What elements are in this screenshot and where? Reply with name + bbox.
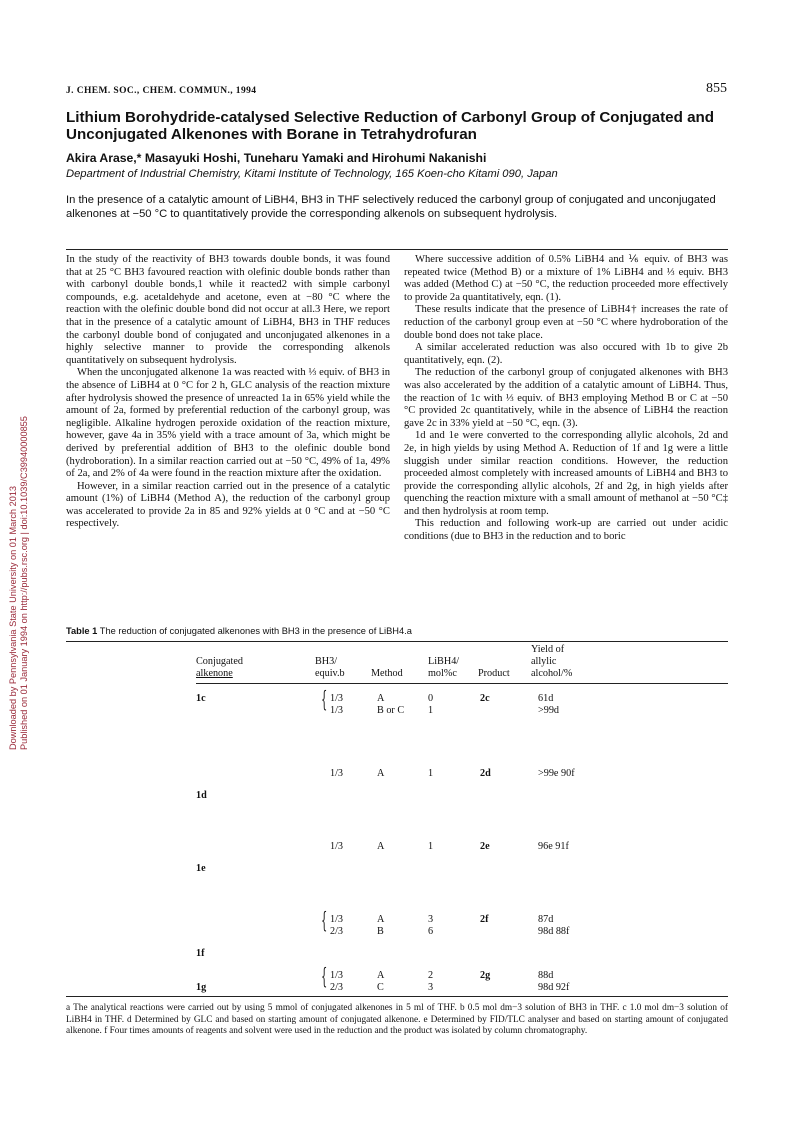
running-head: J. CHEM. SOC., CHEM. COMMUN., 1994: [66, 86, 257, 96]
article-abstract: In the presence of a catalytic amount of LiBH4, BH3 in THF selectively reduced the carbonyl group of conjugated and unconjugated alkenones at −50 °C to quantitatively provide the corresponding alkenols on subsequent hydrolysis.: [66, 194, 716, 220]
body-column-right: [404, 254, 728, 544]
table-cell-bh3: 2/3: [330, 982, 344, 993]
paragraph: Where successive addition of 0.5% LiBH4 and ⅙ equiv. of BH3 was repeated twice (Method B) or a mixture of 1% LiBH4 and ⅓ equiv. BH3 was added (Method C) at −50 °C, the reduction proceeded more effectively to provide 2a quantitatively, eqn. (1).: [404, 254, 728, 303]
table-cell-bh3: 1/3: [330, 970, 344, 981]
paragraph: 1d and 1e were converted to the corresponding allylic alcohols, 2d and 2e, in high yields by using Method A. Reduction of 1f and 1g were a little sluggish under similar reaction conditions. However, the reduction proceeded almost completely with increased amounts of LiBH4 and BH3 to provide the corresponding allylic alcohols, 2f and 2g, in high yields after quenching the reaction mixture with a small amount of methanol at −50 °C‡ and then hydrolysis at room temp.: [404, 430, 728, 517]
table-bottom-rule: [66, 996, 728, 997]
table-cell-product: 2e: [480, 841, 490, 852]
header-alkenone: Conjugated alkenone: [196, 656, 243, 679]
table-cell-bh3: 1/3: [330, 768, 344, 779]
table-cell-method: A: [377, 768, 385, 779]
table-cell-yield: 61d: [538, 693, 554, 704]
table-cell-yield: 87d: [538, 914, 554, 925]
table-cell-libh4: 1: [428, 705, 434, 716]
page-number: 855: [706, 81, 727, 96]
table-cell-yield: 98d 92f: [538, 982, 570, 993]
article-affiliation: Department of Industrial Chemistry, Kitami Institute of Technology, 165 Koen-cho Kitami 090, Japan: [66, 168, 558, 180]
header-libh4: LiBH4/ mol%c: [428, 656, 460, 679]
row-group-brace: {: [321, 909, 328, 934]
table-cell-method: B: [377, 926, 384, 937]
table-caption-label: Table 1: [66, 626, 98, 636]
paragraph: However, in a similar reaction carried out in the presence of a catalytic amount (1%) of LiBH4 (Method A), the reduction of the carbonyl group was accelerated to provide 2a in 85 and 92% yields at 0 °C and at −50 °C respectively.: [66, 480, 390, 530]
table-cell-libh4: 3: [428, 982, 434, 993]
table-cell-method: A: [377, 841, 385, 852]
table-footnote: a The analytical reactions were carried out by using 5 mmol of conjugated alkenones in 5 ml of THF. b 0.5 mol dm−3 solution of BH3 in THF. c 1.0 mol dm−3 solution of LiBH4 in THF. d Determined by GLC and based on starting amount of conjugated alkenone. e Determined by FID/TLC analyser and based on starting amount of conjugated alkenone. f Four times amounts of reagents and solvent were used in the reduction and the product was isolated by column chromatography.: [66, 1003, 728, 1037]
table-cell-bh3: 2/3: [330, 926, 344, 937]
table-cell-product: 2f: [480, 914, 489, 925]
download-notice: Downloaded by Pennsylvania State University on 01 March 2013: [8, 485, 18, 750]
abstract-divider: [66, 249, 728, 250]
table-cell-method: C: [377, 982, 384, 993]
paragraph: A similar accelerated reduction was also occured with 1b to give 2b quantitatively, eqn. (2).: [404, 342, 728, 366]
publication-notice[interactable]: Published on 01 January 1994 on http://pubs.rsc.org | doi:10.1039/C39940000855: [19, 416, 29, 750]
table-cell-bh3: 1/3: [330, 914, 344, 925]
table-cell-yield: 98d 88f: [538, 926, 570, 937]
table-header-rule: [196, 683, 728, 684]
table-caption: [66, 626, 728, 636]
table-caption-text: The reduction of conjugated alkenones with BH3 in the presence of LiBH4.a: [99, 626, 412, 636]
header-yield: Yield of allylic alcohol/%: [531, 644, 573, 679]
table-cell-product: 2g: [480, 970, 491, 981]
paragraph: In the study of the reactivity of BH3 towards double bonds, it was found that at 25 °C BH3 favoured reaction with olefinic double bonds rather than with carbonyl double bonds,1 while it reacted2 with simple carbonyl compounds, e.g. acetaldehyde and acetone, even at −80 °C where the reaction with the olefinic double bond did not occur at all.3 Here, we report that in the presence of a catalytic amount of LiBH4, BH3 in THF reduces the carbonyl double bond of conjugated and unconjugated alkenones in a highly selective manner to provide the corresponding alkenols quantitatively on subsequent hydrolysis.: [66, 254, 390, 366]
table-cell-libh4: 2: [428, 970, 434, 981]
table-cell-libh4: 1: [428, 768, 434, 779]
article-title: Lithium Borohydride-catalysed Selective Reduction of Carbonyl Group of Conjugated and Unconjugated Alkenones with Borane in Tetrahydrofuran: [66, 109, 715, 143]
table-cell-alkenone: 1f: [196, 948, 205, 959]
table-cell-libh4: 6: [428, 926, 434, 937]
table-cell-product: 2d: [480, 768, 491, 779]
table-cell-libh4: 3: [428, 914, 434, 925]
table-cell-method: A: [377, 970, 385, 981]
table-cell-bh3: 1/3: [330, 841, 344, 852]
paragraph: When the unconjugated alkenone 1a was reacted with ⅓ equiv. of BH3 in the absence of LiBH4 at 0 °C for 2 h, GLC analysis of the reaction mixture after hydrolysis showed the presence of unreacted 1a in 65% yield while the amount of 2a, formed by preferential reduction of the carbonyl group, was negligible. Alkaline hydrogen peroxide oxidation of the reaction mixture, however, gave 4a in 35% yield with a trace amount of 3a, which might be derived by preferential addition of BH3 to the olefinic double bond (hydroboration). In a similar reaction carried out at −50 °C, 49% of 1a, 49% of 2a, and 2% of 4a were found in the reaction mixture after the oxidation.: [66, 367, 390, 480]
paragraph: These results indicate that the presence of LiBH4† increases the rate of reduction of the carbonyl group even at −50 °C where hydroboration of the double bond does not take place.: [404, 304, 728, 341]
table-cell-yield: >99d: [538, 705, 560, 716]
table-cell-method: A: [377, 914, 385, 925]
table-cell-bh3: 1/3: [330, 693, 344, 704]
paragraph: The reduction of the carbonyl group of conjugated alkenones with BH3 was also accelerated by the addition of a catalytic amount of LiBH4. Thus, the reaction of 1c with ⅓ equiv. of BH3 employing Method B or C at −50 °C provided 2c quantitatively, while in the absence of LiBH4 the reaction gave 2c in 33% yield at −50 °C, eqn. (3).: [404, 367, 728, 429]
row-group-brace: {: [321, 688, 328, 713]
table-cell-libh4: 0: [428, 693, 434, 704]
row-group-brace: {: [321, 965, 328, 990]
table-cell-yield: 96e 91f: [538, 841, 569, 852]
table-cell-libh4: 1: [428, 841, 434, 852]
header-method: Method: [371, 668, 403, 679]
table-cell-yield: 88d: [538, 970, 554, 981]
article-authors: Akira Arase,* Masayuki Hoshi, Tuneharu Yamaki and Hirohumi Nakanishi: [66, 151, 487, 165]
table-top-rule: [66, 641, 728, 642]
table-cell-bh3: 1/3: [330, 705, 344, 716]
download-sidebar: [2, 190, 30, 750]
table-cell-alkenone: 1d: [196, 790, 207, 801]
table-cell-alkenone: 1c: [196, 693, 206, 704]
table-cell-alkenone: 1g: [196, 982, 207, 993]
table-cell-product: 2c: [480, 693, 490, 704]
header-product: Product: [478, 668, 510, 679]
table-cell-alkenone: 1e: [196, 863, 206, 874]
table-cell-method: A: [377, 693, 385, 704]
header-bh3: BH3/ equiv.b: [315, 656, 345, 679]
paragraph: This reduction and following work-up are carried out under acidic conditions (due to BH3 in the reduction and to boric: [404, 518, 728, 543]
body-column-left: [66, 254, 390, 531]
table-cell-yield: >99e 90f: [538, 768, 575, 779]
table-cell-method: B or C: [377, 705, 405, 716]
